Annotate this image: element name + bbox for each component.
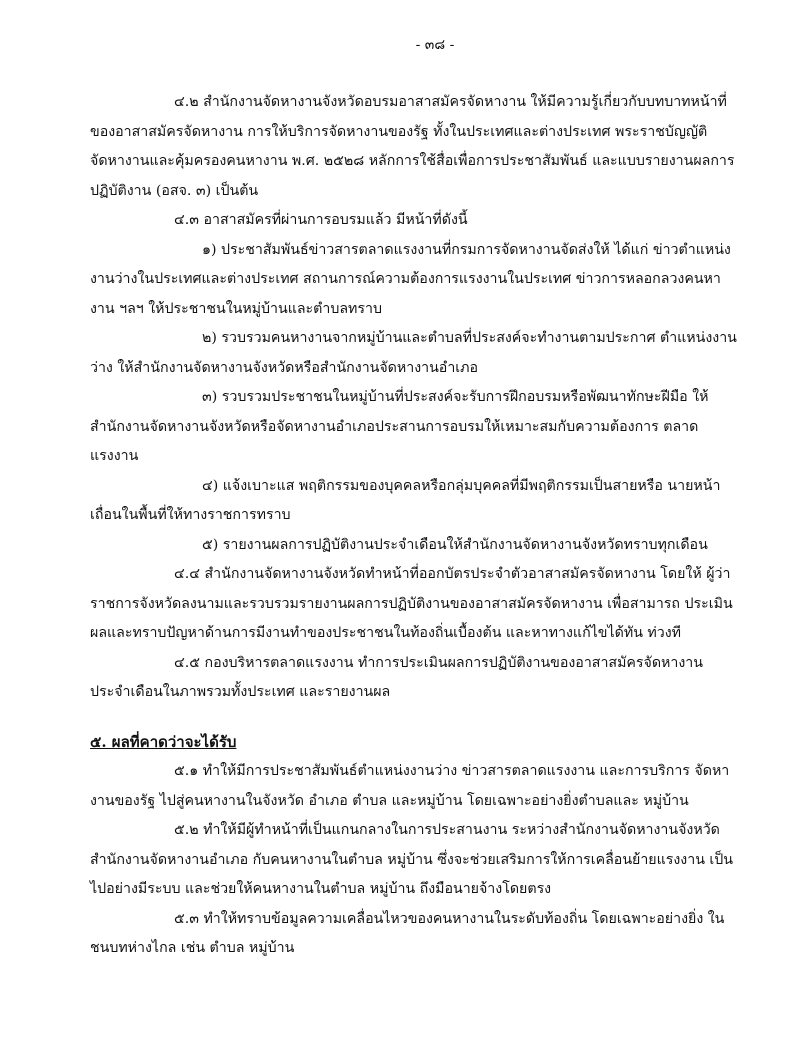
result-5-1: ๕.๑ ทำให้มีการประชาสัมพันธ์ตำแหน่งงานว่าง ข่าวสารตลาดแรงงาน และการบริการ จัดหางานของรัฐ ไปสู่คนหางานในจังหวัด อำเภอ ตำบล และหมู่บ้าน โดยเฉพาะอย่างยิ่งตำบลและ หมู่บ้าน: [90, 763, 730, 809]
section-heading-expected-results: ๕. ผลที่คาดว่าจะได้รับ: [90, 732, 237, 751]
duty-item-2: ๒) รวบรวมคนหางานจากหมู่บ้านและตำบลที่ประสงค์จะทำงานตามประกาศ ตำแหน่งงานว่าง ให้สำนักงานจัดหางานจังหวัดหรือสำนักงานจัดหางานอำเภอ: [90, 330, 737, 376]
document-body: [90, 88, 738, 964]
duty-item-1: ๑) ประชาสัมพันธ์ข่าวสารตลาดแรงงานที่กรมการจัดหางานจัดส่งให้ ได้แก่ ข่าวตำแหน่งงานว่างในประเทศและต่างประเทศ สถานการณ์ความต้องการแรงงานในประเทศ ข่าวการหลอกลวงคนหางาน ฯลฯ ให้ประชาชนในหมู่บ้านและตำบลทราบ: [90, 241, 731, 317]
paragraph-4-2: ๔.๒ สำนักงานจัดหางานจังหวัดอบรมอาสาสมัครจัดหางาน ให้มีความรู้เกี่ยวกับบทบาทหน้าที่ของอาสาสมัครจัดหางาน การให้บริการจัดหางานของรัฐ ทั้งในประเทศและต่างประเทศ พระราชบัญญัติจัดหางานและคุ้มครองคนหางาน พ.ศ. ๒๕๒๘ หลักการใช้สื่อเพื่อการประชาสัมพันธ์ และแบบรายงานผลการปฏิบัติงาน (อสจ. ๓) เป็นต้น: [90, 94, 735, 199]
paragraph-4-5: ๔.๕ กองบริหารตลาดแรงงาน ทำการประเมินผลการปฏิบัติงานของอาสาสมัครจัดหางาน ประจำเดือนในภาพรวมทั้งประเทศ และรายงานผล: [90, 654, 703, 700]
result-5-3: ๕.๓ ทำให้ทราบข้อมูลความเคลื่อนไหวของคนหางานในระดับท้องถิ่น โดยเฉพาะอย่างยิ่ง ในชนบทห่างไกล เช่น ตำบล หมู่บ้าน: [90, 910, 725, 956]
result-5-2: ๕.๒ ทำให้มีผู้ทำหน้าที่เป็นแกนกลางในการประสานงาน ระหว่างสำนักงานจัดหางานจังหวัด สำนักงานจัดหางานอำเภอ กับคนหางานในตำบล หมู่บ้าน ซึ่งจะช่วยเสริมการให้การเคลื่อนย้ายแรงงาน เป็นไปอย่างมีระบบ และช่วยให้คนหางานในตำบล หมู่บ้าน ถึงมือนายจ้างโดยตรง: [90, 822, 733, 897]
page-number: - ๓๘ -: [415, 37, 455, 53]
paragraph-4-3: ๔.๓ อาสาสมัครที่ผ่านการอบรมแล้ว มีหน้าที่ดังนี้: [174, 212, 468, 228]
duty-item-4: ๔) แจ้งเบาะแส พฤติกรรมของบุคคลหรือกลุ่มบุคคลที่มีพฤติกรรมเป็นสายหรือ นายหน้าเถื่อนในพื้นที่ให้ทางราชการทราบ: [90, 477, 721, 523]
paragraph-4-4: ๔.๔ สำนักงานจัดหางานจังหวัดทำหน้าที่ออกบัตรประจำตัวอาสาสมัครจัดหางาน โดยให้ ผู้ว่าราชการจังหวัดลงนามและรวบรวมรายงานผลการปฏิบัติงานของอาสาสมัครจัดหางาน เพื่อสามารถ ประเมินผลและทราบปัญหาด้านการมีงานทำของประชาชนในท้องถิ่นเบื้องต้น และหาทางแก้ไขได้ทัน ท่วงที: [90, 566, 733, 641]
duty-item-3: ๓) รวบรวมประชาชนในหมู่บ้านที่ประสงค์จะรับการฝึกอบรมหรือพัฒนาทักษะฝีมือ ให้สำนักงานจัดหางานจังหวัดหรือจัดหางานอำเภอประสานการอบรมให้เหมาะสมกับความต้องการ ตลาดแรงงาน: [90, 389, 709, 464]
duty-item-5: ๕) รายงานผลการปฏิบัติงานประจำเดือนให้สำนักงานจัดหางานจังหวัดทราบทุกเดือน: [202, 536, 708, 553]
